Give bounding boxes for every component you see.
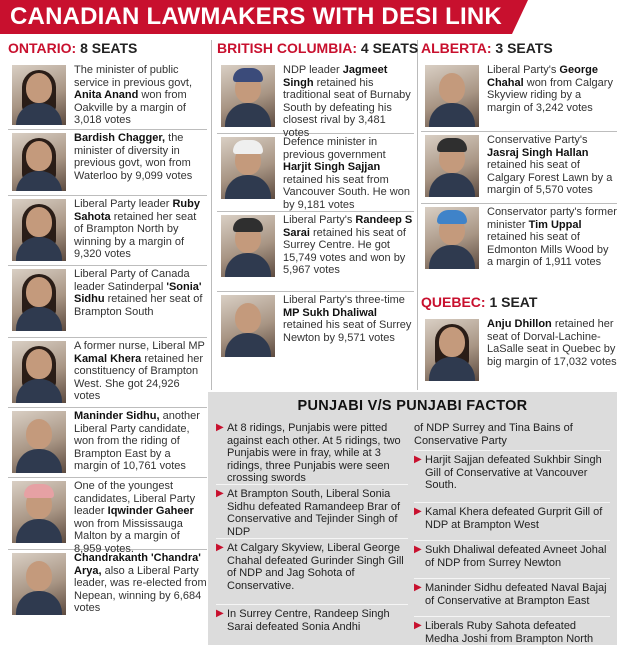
- factor-divider: [216, 484, 408, 485]
- lawmaker-name: Maninder Sidhu,: [74, 410, 160, 422]
- lawmaker-text: Conservative Party's: [487, 134, 588, 146]
- turban-man-portrait-icon: [221, 137, 275, 199]
- lawmaker-entry: [217, 62, 414, 139]
- lawmaker-text: Conservator party's former minister: [487, 206, 617, 231]
- factor-item: [414, 454, 610, 492]
- turban-man-portrait-icon: [425, 207, 479, 269]
- lawmaker-entry: [421, 132, 617, 204]
- region-alberta: [421, 40, 617, 269]
- lawmaker-description: [74, 132, 207, 182]
- factor-text: At Calgary Skyview, Liberal George Chahal defeated Gurinder Singh Gill of NDP and Jag Sohota of Conservative.: [227, 542, 404, 592]
- factor-text: In Surrey Centre, Randeep Singh Sarai defeated Sonia Andhi: [227, 608, 390, 633]
- factor-text: Kamal Khera defeated Gurprit Gill of NDP at Brampton West: [425, 506, 603, 531]
- lawmaker-text: The minister of public service in previous govt,: [74, 64, 192, 89]
- region-british-columbia: [217, 40, 419, 344]
- factor-item: [414, 506, 610, 531]
- lawmaker-text: retained his seat of Edmonton Mills Wood by a margin of 1,911 votes: [487, 231, 609, 269]
- factor-divider: [414, 578, 610, 579]
- lawmaker-description: [487, 318, 617, 368]
- lawmaker-text: retained her seat of Brampton South: [74, 293, 203, 318]
- factor-text: At 8 ridings, Punjabis were pitted against each other. At 5 ridings, two Punjabis were in fray, while at 3 ridings, three Punjabis were seen crossing swords: [227, 422, 401, 485]
- factor-item: [216, 608, 408, 633]
- factor-text: Sukh Dhaliwal defeated Avneet Johal of NDP from Surrey Newton: [425, 544, 607, 569]
- man-portrait-icon: [12, 553, 66, 615]
- lawmaker-name: Randeep S Sarai: [283, 214, 413, 239]
- lawmaker-description: [74, 410, 207, 473]
- region-quebec: [421, 294, 617, 368]
- factor-title: PUNJABI V/S PUNJABI FACTOR: [297, 398, 528, 414]
- lawmaker-description: [74, 340, 207, 403]
- lawmaker-name: Iqwinder Gaheer: [107, 505, 194, 518]
- lawmaker-name: Jasraj Singh Hallan: [487, 146, 589, 159]
- lawmaker-text: retained his seat from Vancouver South. He won by 9,181 votes: [283, 173, 410, 211]
- factor-item: [216, 488, 408, 538]
- lawmaker-entry: [8, 130, 207, 196]
- woman-portrait-icon: [12, 133, 66, 191]
- factor-divider: [216, 538, 408, 539]
- man-portrait-icon: [221, 295, 275, 357]
- factor-item: [414, 582, 610, 607]
- lawmaker-text: retained his traditional seat of Burnaby South by defeating his closest rival by 3,481 votes: [283, 76, 411, 139]
- factor-text: Liberals Ruby Sahota defeated Medha Joshi from Brampton North: [425, 620, 594, 645]
- region-name: BRITISH COLUMBIA:: [217, 40, 357, 56]
- woman-portrait-icon: [12, 199, 66, 261]
- lawmaker-entry: [421, 204, 617, 276]
- lawmaker-text: Liberal Party's: [487, 64, 560, 76]
- lawmaker-name: Kamal Khera: [74, 352, 142, 365]
- seat-count: 1 SEAT: [485, 294, 538, 310]
- factor-divider: [414, 540, 610, 541]
- turban-man-portrait-icon: [12, 481, 66, 543]
- factor-text: Maninder Sidhu defeated Naval Bajaj of Conservative at Brampton East: [425, 582, 607, 607]
- headline-banner: [0, 0, 512, 34]
- woman-portrait-icon: [12, 341, 66, 403]
- lawmaker-text: won from Mississauga Malton by a margin of 8,959 votes.: [74, 517, 183, 555]
- lawmaker-entry: [217, 134, 414, 212]
- lawmaker-entry: [8, 266, 207, 338]
- factor-divider: [216, 604, 408, 605]
- lawmaker-description: [487, 206, 617, 269]
- factor-divider: [414, 502, 610, 503]
- lawmaker-description: [487, 64, 617, 114]
- lawmaker-entry: [217, 212, 414, 292]
- arrow-bullet-icon: ▶: [414, 544, 422, 555]
- region-name: QUEBEC:: [421, 294, 486, 310]
- woman-portrait-icon: [425, 319, 479, 381]
- region-name: ALBERTA:: [421, 40, 492, 56]
- lawmaker-name: MP Sukh Dhaliwal: [283, 306, 377, 319]
- arrow-bullet-icon: ▶: [216, 488, 224, 499]
- column-divider: [417, 40, 418, 390]
- lawmaker-text: A former nurse, Liberal MP: [74, 340, 205, 352]
- punjabi-factor-box: [208, 392, 617, 645]
- seat-count: 8 SEATS: [76, 40, 138, 56]
- lawmaker-entry: [217, 292, 414, 364]
- lawmaker-name: Bardish Chagger,: [74, 132, 166, 144]
- factor-item: [216, 542, 408, 592]
- region-ontario: [8, 40, 207, 615]
- arrow-bullet-icon: ▶: [414, 582, 422, 593]
- turban-man-portrait-icon: [425, 135, 479, 197]
- woman-portrait-icon: [12, 65, 66, 125]
- lawmaker-entry: [421, 316, 617, 388]
- lawmaker-description: [74, 552, 207, 615]
- man-portrait-icon: [425, 65, 479, 127]
- lawmaker-description: [74, 64, 207, 127]
- seat-count: 4 SEATS: [357, 40, 419, 56]
- lawmaker-name: George Chahal: [487, 64, 598, 89]
- lawmaker-name: Ruby Sahota: [74, 198, 200, 223]
- region-name: ONTARIO:: [8, 40, 77, 56]
- lawmaker-entry: [8, 196, 207, 266]
- lawmaker-description: [283, 136, 414, 212]
- lawmaker-entry: [8, 338, 207, 408]
- woman-portrait-icon: [12, 269, 66, 331]
- turban-man-portrait-icon: [221, 65, 275, 127]
- lawmaker-text: won from Oakville by a margin of 3,018 votes: [74, 89, 187, 127]
- factor-divider: [414, 450, 610, 451]
- lawmaker-text: Liberal Party's: [283, 214, 356, 226]
- lawmaker-text: retained his seat of Surrey Newton by 9,571 votes: [283, 319, 412, 344]
- lawmaker-name: Anita Anand: [74, 89, 139, 102]
- lawmaker-text: retained her seat of Dorval-Lachine-LaSalle seat in Quebec by big margin of 17,032 votes: [487, 318, 617, 368]
- factor-item: [414, 620, 610, 645]
- column-divider: [211, 40, 212, 390]
- lawmaker-description: [487, 134, 617, 197]
- headline-title: CANADIAN LAWMAKERS WITH DESI LINK: [10, 3, 502, 30]
- factor-item: [216, 422, 408, 485]
- lawmaker-text: retained her constituency of Brampton West. She got 24,926 votes: [74, 352, 204, 403]
- lawmaker-text: won from Calgary Skyview riding by a margin of 3,242 votes: [487, 76, 613, 114]
- lawmaker-text: Liberal Party's three-time: [283, 294, 405, 306]
- lawmaker-text: Liberal Party leader: [74, 198, 173, 210]
- arrow-bullet-icon: ▶: [216, 608, 224, 619]
- factor-item-continued: of NDP Surrey and Tina Bains of Conservative Party: [414, 422, 573, 447]
- region-heading: [217, 40, 419, 56]
- turban-man-portrait-icon: [221, 215, 275, 277]
- lawmaker-name: 'Sonia' Sidhu: [74, 280, 202, 306]
- factor-text: At Brampton South, Liberal Sonia Sidhu defeated Ramandeep Brar of Conservative and Tejinder Singh of NDP: [227, 488, 401, 538]
- lawmaker-name: Tim Uppal: [528, 218, 582, 231]
- seat-count: 3 SEATS: [491, 40, 553, 56]
- lawmaker-text: Liberal Party of Canada leader Satinderpal: [74, 268, 190, 293]
- lawmaker-text: the minister of diversity in previous govt, won from Waterloo by 9,099 votes: [74, 132, 193, 182]
- arrow-bullet-icon: ▶: [216, 422, 224, 433]
- lawmaker-name: Jagmeet Singh: [283, 64, 388, 89]
- lawmaker-text: One of the youngest candidates, Liberal Party leader: [74, 480, 196, 518]
- region-heading: [421, 40, 617, 56]
- lawmaker-entry: [421, 62, 617, 132]
- lawmaker-entry: [8, 550, 207, 622]
- lawmaker-entry: [8, 408, 207, 478]
- lawmaker-description: [74, 268, 207, 318]
- lawmaker-text: also a Liberal Party leader, was re-elected from Nepean, winning by 6,684 votes: [74, 564, 207, 615]
- lawmaker-entry: [8, 478, 207, 555]
- lawmaker-description: [283, 214, 414, 277]
- lawmaker-description: [283, 294, 414, 344]
- lawmaker-name: Anju Dhillon: [487, 318, 552, 330]
- arrow-bullet-icon: ▶: [414, 620, 422, 631]
- lawmaker-entry: [8, 62, 207, 130]
- arrow-bullet-icon: ▶: [414, 506, 422, 517]
- region-heading: [8, 40, 207, 56]
- lawmaker-text: Defence minister in previous government: [283, 136, 386, 161]
- arrow-bullet-icon: ▶: [216, 542, 224, 553]
- factor-text: Harjit Sajjan defeated Sukhbir Singh Gill of Conservative at Vancouver South.: [425, 454, 602, 492]
- lawmaker-text: NDP leader: [283, 64, 343, 76]
- lawmaker-text: retained his seat of Surrey Centre. He got 15,749 votes and won by 5,967 votes: [283, 226, 406, 277]
- region-heading: [421, 294, 617, 310]
- lawmaker-name: Harjit Singh Sajjan: [283, 161, 381, 174]
- lawmaker-text: retained her seat of Brampton North by winning by a margin of 9,320 votes: [74, 210, 197, 261]
- lawmaker-text: another Liberal Party candidate, won from the riding of Brampton East by a margin of 10,761 votes: [74, 410, 200, 473]
- lawmaker-name: Chandrakanth 'Chandra' Arya,: [74, 552, 201, 577]
- factor-divider: [414, 616, 610, 617]
- lawmaker-description: [74, 198, 207, 261]
- man-portrait-icon: [12, 411, 66, 473]
- lawmaker-text: retained his seat of Calgary Forest Lawn by a margin of 5,570 votes: [487, 159, 613, 197]
- lawmaker-description: [74, 480, 207, 556]
- arrow-bullet-icon: ▶: [414, 454, 422, 465]
- lawmaker-description: [283, 64, 414, 140]
- factor-item: [414, 544, 610, 569]
